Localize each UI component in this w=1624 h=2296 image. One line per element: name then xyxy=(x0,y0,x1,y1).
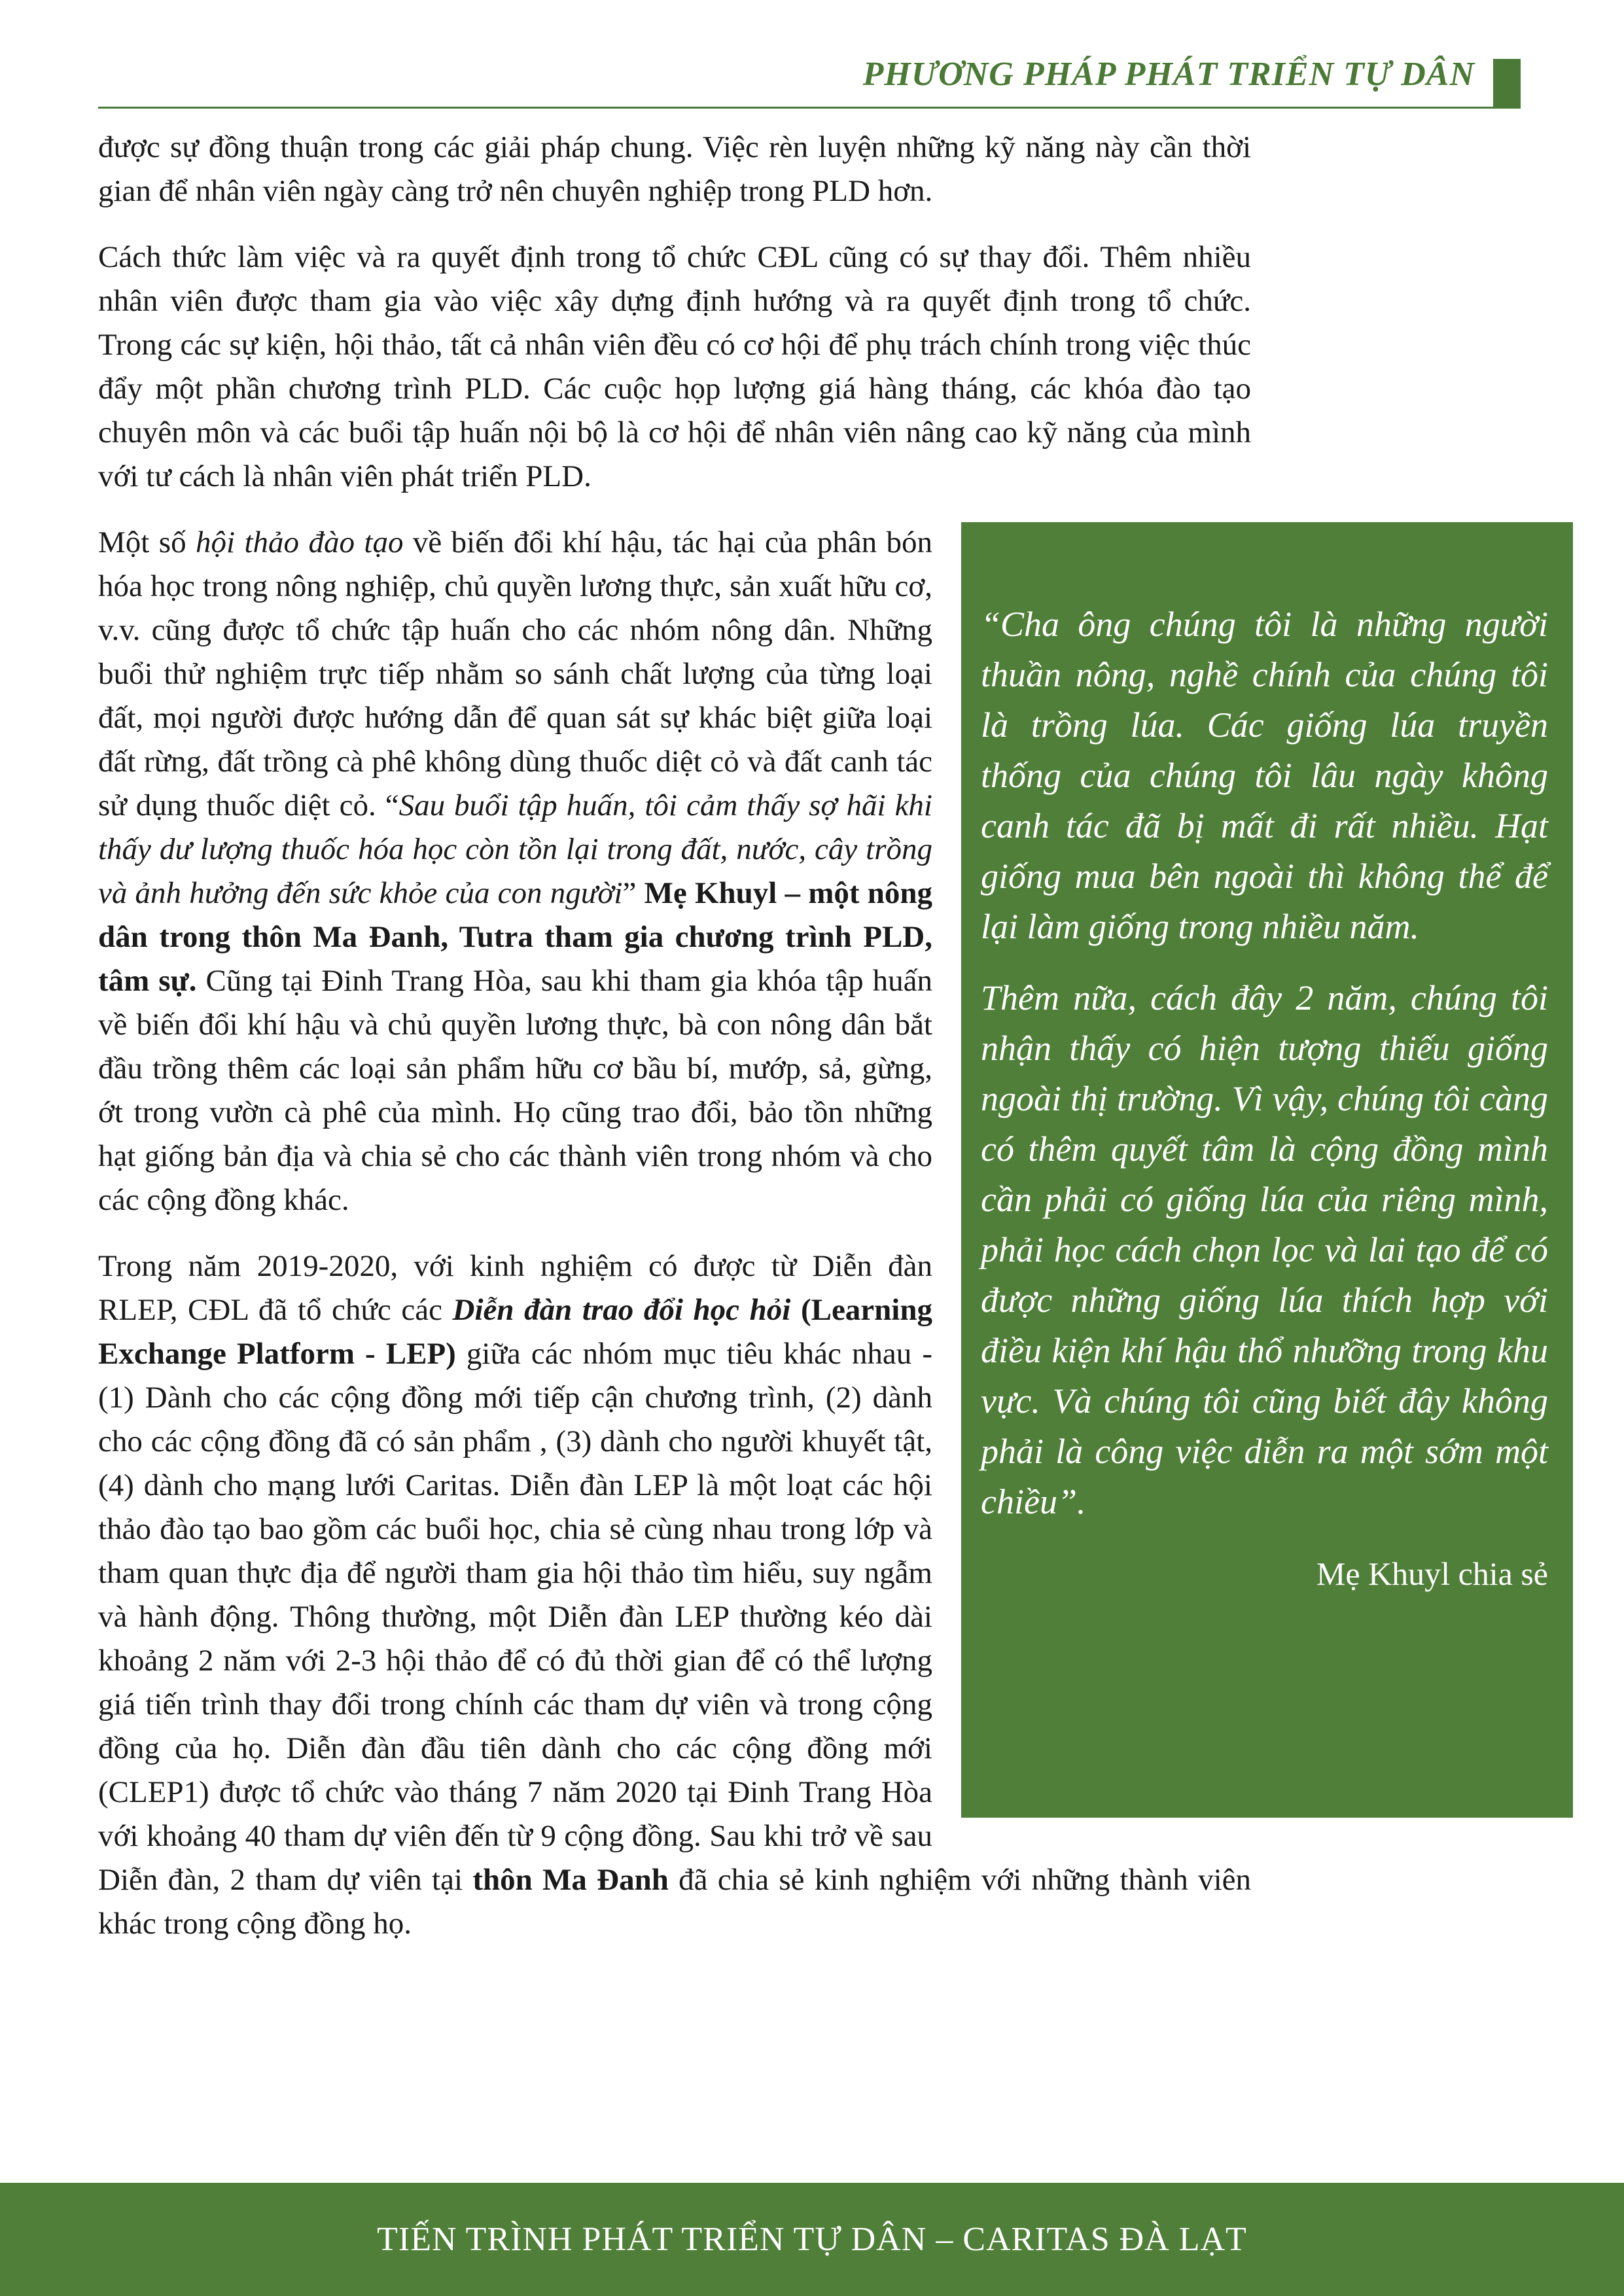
p3-text-g: Cũng tại Đinh Trang Hòa, sau khi tham gia khóa tập huấn về biến đổi khí hậu và chủ quyền lương thực, bà con nông dân bắt đầu trồng thêm các loại sản phẩm hữu cơ bầu bí, mướp, sả, gừng, ớt trong vườn cà phê của mình. Họ cũng trao đổi, bảo tồn những hạt giống bản địa và chia sẻ cho các thành viên trong nhóm và cho các cộng đồng khác. xyxy=(98,964,932,1217)
quote-paragraph-1: “Cha ông chúng tôi là những người thuần nông, nghề chính của chúng tôi là trồng lúa. Các giống lúa truyền thống của chúng tôi lâu ngày không canh tác đã bị mất đi rất nhiều. Hạt giống mua bên ngoài thì không thể để lại làm giống trong nhiều năm. xyxy=(981,605,1548,946)
p4-bold-term: (Learning Exchange Platform - LEP) xyxy=(98,1293,932,1371)
p4-text-a: Trong năm 2019-2020, với kinh nghiệm có được từ Diễn đàn RLEP, CĐL đã tổ chức các xyxy=(98,1249,932,1327)
header-divider xyxy=(98,107,1494,109)
paragraph-2: Cách thức làm việc và ra quyết định trong tổ chức CĐL cũng có sự thay đổi. Thêm nhiều nhân viên được tham gia vào việc xây dựng định hướng và ra quyết định trong tổ chức. Trong các sự kiện, hội thảo, tất cả nhân viên đều có cơ hội để phụ trách chính trong việc thúc đẩy một phần chương trình PLD. Các cuộc họp lượng giá hàng tháng, các khóa đào tạo chuyên môn và các buổi tập huấn nội bộ là cơ hội để nhân viên nâng cao kỹ năng của mình với tư cách là nhân viên phát triển PLD. xyxy=(98,240,1251,493)
p4-bold-italic-term: Diễn đàn trao đổi học hỏi xyxy=(452,1293,791,1327)
quote-box xyxy=(961,522,1573,1818)
p3-italic-term: hội thảo đào tạo xyxy=(196,525,404,559)
p3-text-e: ” xyxy=(622,876,644,910)
footer-band xyxy=(0,2183,1624,2296)
paragraph-1: được sự đồng thuận trong các giải pháp chung. Việc rèn luyện những kỹ năng này cần thời gian để nhân viên ngày càng trở nên chuyên nghiệp trong PLD hơn. xyxy=(98,130,1251,208)
p3-italic-quote: Sau buổi tập huấn, tôi cảm thấy sợ hãi khi thấy dư lượng thuốc hóa học còn tồn lại trong đất, nước, cây trồng và ảnh hưởng đến sức khỏe của con người xyxy=(98,788,932,910)
quote-attribution: Mẹ Khuyl chia sẻ xyxy=(1316,1555,1548,1592)
p4-text-e: giữa các nhóm mục tiêu khác nhau - (1) Dành cho các cộng đồng mới tiếp cận chương trình, (2) dành cho các cộng đồng đã có sản phẩm , (3) dành cho người khuyết tật, (4) dành cho mạng lưới Caritas. Diễn đàn LEP là một loạt các hội thảo đào tạo bao gồm các buổi học, chia sẻ cùng nhau trong lớp và tham quan thực địa để người tham gia hội thảo tìm hiểu, suy ngẫm và hành động. Thông thường, một Diễn đàn LEP thường kéo dài khoảng 2 năm với 2-3 hội thảo để có đủ thời gian để có thể lượng giá tiến trình thay đổi trong chính các tham dự viên và trong cộng đồng của họ. Diễn đàn đầu tiên dành cho các cộng đồng mới (CLEP1) được tổ chức vào tháng 7 năm 2020 tại Đinh Trang Hòa với khoảng 40 tham dự viên đến từ 9 cộng đồng. Sau khi trở về sau Diễn đàn, 2 tham dự viên tại xyxy=(98,1337,932,1897)
quote-paragraph-2: Thêm nữa, cách đây 2 năm, chúng tôi nhận thấy có hiện tượng thiếu giống ngoài thị trường. Vì vậy, chúng tôi càng có thêm quyết tâm là cộng đồng mình cần phải có giống lúa của riêng mình, phải học cách chọn lọc và lai tạo để có được những giống lúa thích hợp với điều kiện khí hậu thổ nhưỡng trong khu vực. Và chúng tôi cũng biết đây không phải là công việc diễn ra một sớm một chiều”. xyxy=(981,978,1548,1521)
body-text xyxy=(98,126,1548,1946)
p3-text-a: Một số xyxy=(98,525,196,559)
p3-text-c: về biến đổi khí hậu, tác hại của phân bón hóa học trong nông nghiệp, chủ quyền lương thực, sản xuất hữu cơ, v.v. cũng được tổ chức tập huấn cho các nhóm nông dân. Những buổi thử nghiệm trực tiếp nhằm so sánh chất lượng của từng loại đất, mọi người được hướng dẫn để quan sát sự khác biệt giữa loại đất rừng, đất trồng cà phê không dùng thuốc diệt cỏ và đất canh tác sử dụng thuốc diệt cỏ. “ xyxy=(98,525,932,822)
p4-text-c xyxy=(790,1293,801,1327)
footer-text: TIẾN TRÌNH PHÁT TRIỂN TỰ DÂN – CARITAS ĐÀ LẠT xyxy=(377,2221,1247,2258)
p3-bold-speaker: Mẹ Khuyl – một nông dân trong thôn Ma Đanh, Tutra tham gia chương trình PLD, tâm sự. xyxy=(98,876,932,998)
header-accent-block xyxy=(1493,59,1521,109)
p4-bold-place: thôn Ma Đanh xyxy=(472,1863,669,1897)
running-header-title: PHƯƠNG PHÁP PHÁT TRIỂN TỰ DÂN xyxy=(862,56,1475,93)
p4-text-g: đã chia sẻ kinh nghiệm với những thành viên khác trong cộng đồng họ. xyxy=(98,1863,1251,1941)
